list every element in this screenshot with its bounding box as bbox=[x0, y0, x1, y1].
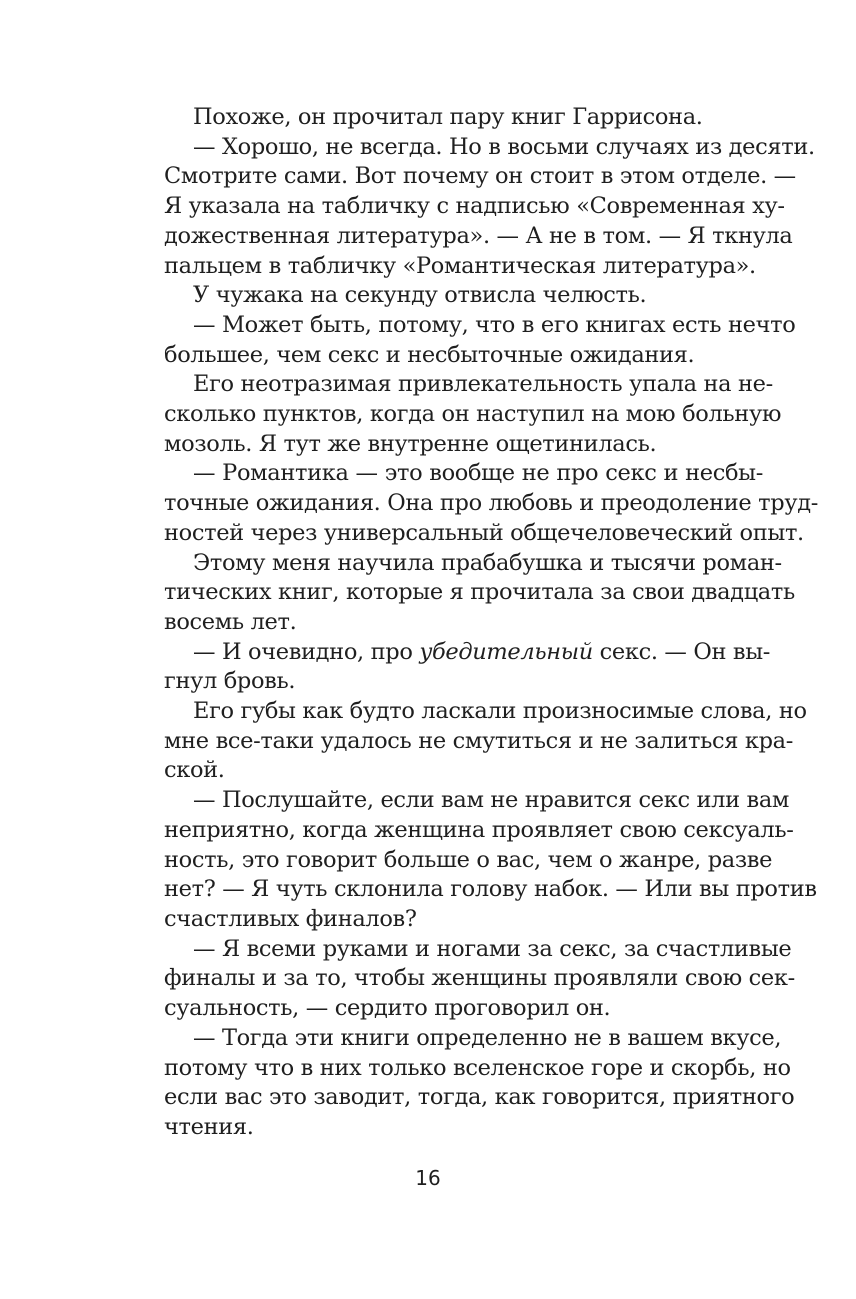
text-line: точные ожидания. Она про любовь и преодоление труд- bbox=[164, 490, 818, 517]
text-line: — Хорошо, не всегда. Но в восьми случаях из десяти. bbox=[193, 133, 815, 160]
text-segment: — И очевидно, про bbox=[193, 638, 420, 665]
paragraph bbox=[135, 103, 763, 133]
paragraph bbox=[135, 281, 763, 311]
text-line: Похоже, он прочитал пару книг Гаррисона. bbox=[193, 104, 703, 130]
text-line: мозоль. Я тут же внутренне ощетинилась. bbox=[164, 430, 657, 457]
text-line: гнул бровь. bbox=[164, 668, 296, 695]
text-line: неприятно, когда женщина проявляет свою сексуаль- bbox=[164, 816, 794, 843]
paragraph bbox=[135, 370, 782, 459]
paragraph bbox=[135, 459, 818, 548]
text-line: — Я всеми руками и ногами за секс, за счастливые bbox=[193, 935, 792, 962]
text-line: финалы и за то, чтобы женщины проявляли свою сек- bbox=[164, 965, 795, 992]
text-line: — Может быть, потому, что в его книгах есть нечто bbox=[193, 311, 796, 338]
paragraph bbox=[135, 1024, 795, 1143]
text-line: Его губы как будто ласкали произносимые слова, но bbox=[193, 698, 807, 725]
text-line: У чужака на секунду отвисла челюсть. bbox=[193, 282, 647, 309]
text-line: сколько пунктов, когда он наступил на мою больную bbox=[164, 401, 782, 428]
text-line: Смотрите сами. Вот почему он стоит в этом отделе. — bbox=[164, 163, 796, 190]
text-line: нет? — Я чуть склонила голову набок. — Или вы против bbox=[164, 876, 817, 903]
text-line: Я указала на табличку с надписью «Современная ху- bbox=[164, 193, 785, 220]
text-line: ностей через универсальный общечеловеческий опыт. bbox=[164, 519, 804, 546]
paragraph bbox=[135, 311, 796, 370]
text-line: ность, это говорит больше о вас, чем о жанре, разве bbox=[164, 846, 773, 873]
text-line: дожественная литература». — А не в том. — Я ткнула bbox=[164, 222, 793, 249]
paragraph bbox=[135, 133, 815, 282]
text-line: чтения. bbox=[164, 1113, 254, 1140]
text-line: Его неотразимая привлекательность упала на не- bbox=[193, 371, 773, 398]
text-line: тических книг, которые я прочитала за свои двадцать bbox=[164, 579, 795, 606]
text-line: восемь лет. bbox=[164, 608, 297, 635]
text-line: мне все-таки удалось не смутиться и не залиться кра- bbox=[164, 727, 793, 754]
text-line: — Романтика — это вообще не про секс и несбы- bbox=[193, 460, 763, 487]
paragraph bbox=[135, 935, 795, 1024]
text-line: большее, чем секс и несбыточные ожидания. bbox=[164, 341, 695, 368]
text-line: счастливых финалов? bbox=[164, 905, 417, 932]
text-line: пальцем в табличку «Романтическая литература». bbox=[164, 252, 756, 279]
text-line: суальность, — сердито проговорил он. bbox=[164, 995, 611, 1022]
paragraph bbox=[135, 786, 817, 935]
paragraph bbox=[135, 549, 795, 638]
text-segment: секс. — Он вы- bbox=[592, 638, 771, 665]
text-line: если вас это заводит, тогда, как говорится, приятного bbox=[164, 1084, 795, 1111]
body-text bbox=[135, 103, 818, 1143]
paragraph bbox=[135, 697, 807, 786]
text-line: Этому меня научила прабабушка и тысячи роман- bbox=[193, 549, 782, 576]
page-number: 16 bbox=[415, 1166, 441, 1190]
paragraph bbox=[135, 638, 771, 697]
italic-emphasis: убедительный bbox=[419, 638, 593, 665]
text-line: — Тогда эти книги определенно не в вашем вкусе, bbox=[193, 1024, 782, 1051]
text-line: ской. bbox=[164, 757, 225, 784]
text-line bbox=[135, 638, 771, 668]
text-line: потому что в них только вселенское горе и скорбь, но bbox=[164, 1054, 791, 1081]
text-line: — Послушайте, если вам не нравится секс или вам bbox=[193, 787, 790, 814]
